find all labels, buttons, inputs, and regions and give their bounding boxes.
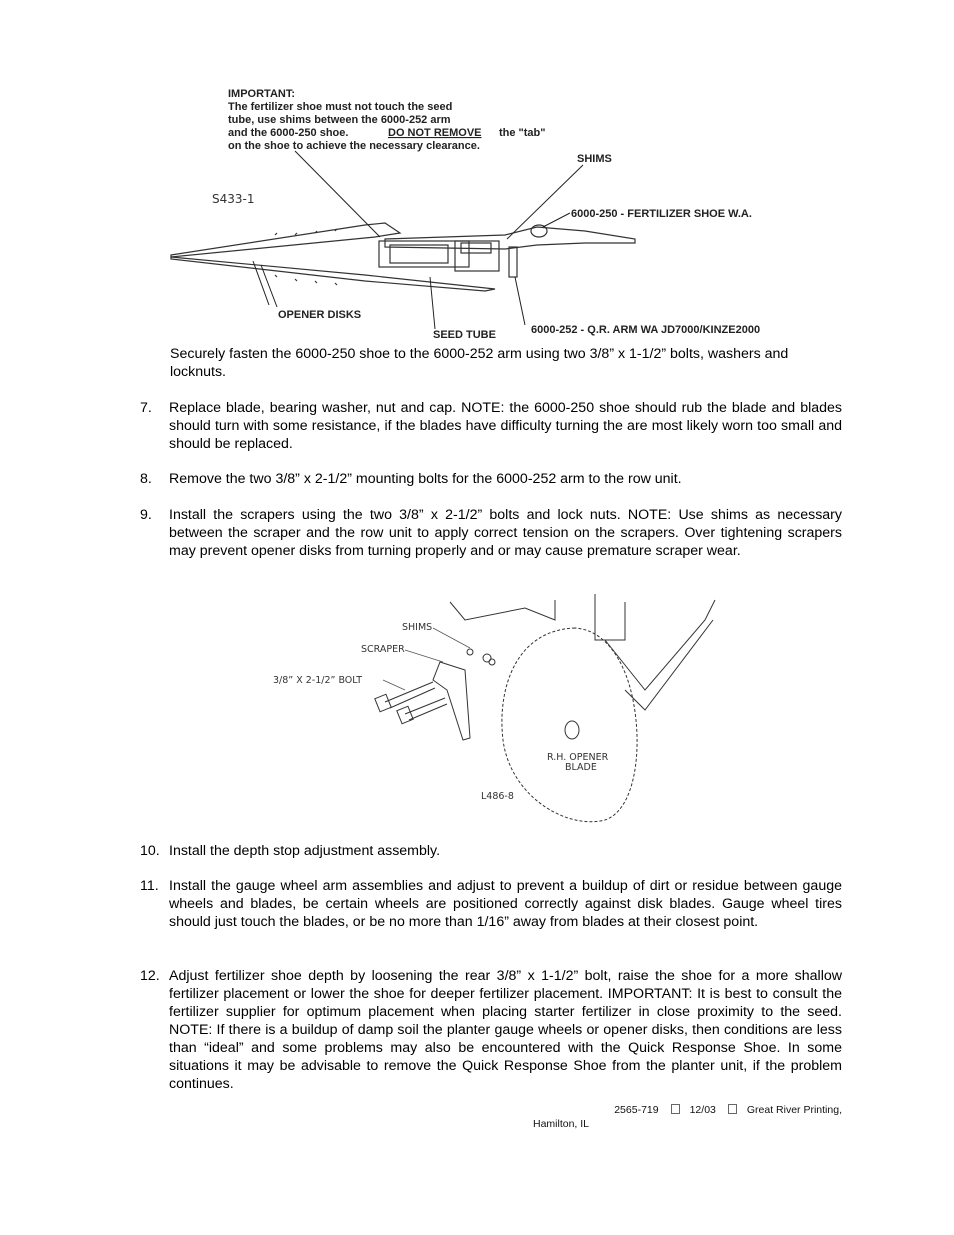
- step-item: [140, 470, 842, 488]
- disk-drawing: [171, 223, 635, 291]
- drawing-id: S433-1: [212, 192, 255, 206]
- important-line: on the shoe to achieve the necessary clearance.: [228, 140, 480, 152]
- step-item: [140, 967, 842, 1093]
- leader-lines: [253, 151, 583, 329]
- footer-printer: Great River Printing,: [746, 1104, 842, 1116]
- seed-tube-label: SEED TUBE: [433, 329, 496, 341]
- step-text: Install the gauge wheel arm assemblies and adjust to prevent a buildup of dirt or residue between gauge wheels and blades, be certain wheels are positioned correctly against disk blades. Gauge wheel tires should just touch the blades, or be no more than 1/16” away from blades at their closest point.: [169, 878, 842, 930]
- step-number: 7.: [140, 400, 152, 416]
- leader-lines: [383, 628, 470, 690]
- separator-box-icon: [728, 1104, 737, 1114]
- step-item: [140, 877, 842, 931]
- step-item: [140, 399, 842, 453]
- drawing-id: L486-8: [481, 791, 514, 802]
- step-text: Install the scrapers using the two 3/8” x 2-1/2” bolts and lock nuts. NOTE: Use shims as necessary between the scraper and the row unit to apply correct tension on the scrapers. Over tightening scrapers may prevent opener disks from turning properly and or may cause premature scraper wear.: [169, 507, 842, 559]
- important-line: The fertilizer shoe must not touch the seed: [228, 101, 453, 113]
- scraper-label: SCRAPER: [361, 644, 405, 655]
- step-text: Adjust fertilizer shoe depth by loosening the rear 3/8” x 1-1/2” bolt, raise the shoe for a more shallow fertilizer placement or lower the shoe for deeper fertilizer placement. IMPORTANT: It is best to consult the fertilizer supplier for optimum placement when placing starter fertilizer in close proximity to the seed. NOTE: If there is a buildup of damp soil the planter gauge wheels or opener disks, then conditions are less than “ideal” and some problems may also be encountered with the Quick Response Shoe. In some situations it may be advisable to remove the Quick Response Shoe from the planter unit, if the problem continues.: [169, 968, 842, 1092]
- important-title: IMPORTANT:: [228, 88, 296, 100]
- blade-label-line1: R.H. OPENER: [547, 752, 609, 763]
- important-line: and the 6000-250 shoe.: [228, 127, 349, 139]
- step-item: [140, 506, 842, 560]
- footer-line: [590, 1103, 842, 1117]
- fertilizer-shoe-diagram: [165, 85, 845, 343]
- step-text: Replace blade, bearing washer, nut and cap. NOTE: the 6000-250 shoe should rub the blade and blades should turn with some resistance, if the blades have difficulty turning the are most likely worn too small and should be replaced.: [169, 400, 842, 452]
- figure1-caption: Securely fasten the 6000-250 shoe to the 6000-252 arm using two 3/8” x 1-1/2” bolts, washers and locknuts.: [170, 346, 789, 380]
- step-number: 12.: [140, 968, 160, 984]
- do-not-remove-text: DO NOT REMOVE: [388, 127, 482, 139]
- arm-label: 6000-252 - Q.R. ARM WA JD7000/KINZE2000: [531, 324, 761, 336]
- step-number: 8.: [140, 471, 152, 487]
- shims-label: SHIMS: [402, 622, 433, 633]
- opener-disks-label: OPENER DISKS: [278, 309, 362, 321]
- step-text: Install the depth stop adjustment assembly.: [169, 843, 441, 859]
- important-line: tube, use shims between the 6000-252 arm: [228, 114, 451, 126]
- scraper-diagram: [265, 590, 725, 830]
- step-number: 10.: [140, 843, 160, 859]
- step-item: [140, 842, 842, 860]
- important-line: the "tab": [499, 127, 546, 139]
- footer-city: Hamilton, IL: [533, 1118, 590, 1130]
- important-note: [228, 88, 546, 152]
- separator-box-icon: [671, 1104, 680, 1114]
- blade-label-line2: BLADE: [565, 762, 597, 773]
- shims-label: SHIMS: [577, 153, 612, 165]
- bolt-label: 3/8” X 2-1/2” BOLT: [273, 675, 363, 686]
- step-number: 9.: [140, 507, 152, 523]
- footer-part-number: 2565-719: [614, 1104, 659, 1116]
- shoe-label: 6000-250 - FERTILIZER SHOE W.A.: [571, 208, 752, 220]
- step-text: Remove the two 3/8” x 2-1/2” mounting bolts for the 6000-252 arm to the row unit.: [169, 471, 682, 487]
- step-number: 11.: [140, 878, 159, 894]
- footer-date: 12/03: [689, 1104, 716, 1116]
